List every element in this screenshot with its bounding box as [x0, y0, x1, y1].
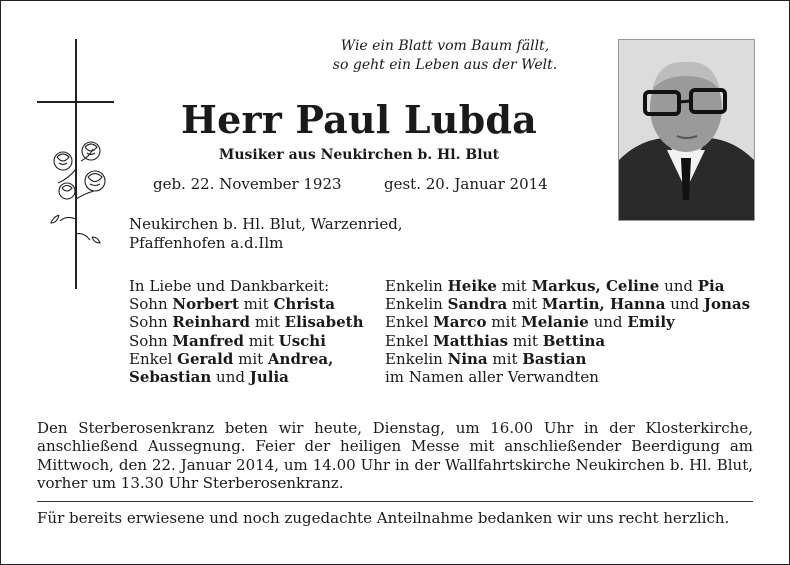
mourner-line [129, 350, 364, 368]
mourner-name: Jonas [703, 295, 751, 314]
mourner-text: Enkelin [385, 349, 448, 368]
places-line-2: Pfaffenhofen a.d.Ilm [129, 234, 284, 252]
mourner-name: Marco [433, 313, 487, 332]
mourner-text: im Namen aller Verwandten [385, 368, 599, 387]
deceased-subtitle: Musiker aus Neukirchen b. Hl. Blut [218, 147, 500, 163]
mourner-name: Christa [273, 295, 336, 314]
mourner-text: mit [233, 349, 268, 368]
divider [37, 501, 753, 502]
mourner-name: Julia [249, 368, 289, 387]
mourner-text: Enkelin [385, 295, 448, 314]
mourner-line [129, 313, 364, 331]
mourner-text: Sohn [129, 313, 173, 332]
mourner-line [129, 368, 364, 386]
mourner-name: Heike [447, 277, 497, 295]
places-of-residence [129, 215, 403, 253]
thanks-line: Für bereits erwiesene und noch zugedachte Anteilnahme bedanken wir uns recht herzlich. [37, 509, 730, 527]
mourner-name: Melanie [521, 313, 589, 332]
mourner-line [385, 277, 750, 295]
motto-line-2: so geht ein Leben aus der Welt. [332, 57, 558, 73]
mourner-line [385, 313, 750, 331]
mourner-name: Emily [627, 313, 675, 332]
mourner-text: Sohn [129, 331, 173, 350]
mourner-text: und [659, 277, 698, 295]
mourner-text: Enkelin [385, 277, 448, 295]
mourner-line [385, 332, 750, 350]
mourner-name: Gerald [177, 349, 234, 368]
mourner-name: Uschi [278, 331, 326, 350]
mourner-text: und [211, 368, 250, 387]
mourner-line [385, 295, 750, 313]
portrait-photo [618, 39, 755, 221]
mourner-name: Sandra [447, 295, 508, 314]
mourner-text: mit [508, 331, 543, 350]
mourner-line [129, 277, 364, 295]
mourner-text: und [665, 295, 704, 314]
motto [301, 37, 589, 75]
mourner-line [385, 368, 750, 386]
mourner-name: Pia [697, 277, 725, 295]
death-date: gest. 20. Januar 2014 [384, 175, 548, 193]
mourner-name: Reinhard [172, 313, 251, 332]
mourner-text: mit [507, 295, 542, 314]
mourner-text: mit [496, 277, 532, 295]
mourner-text: In Liebe und Dankbarkeit: [129, 277, 330, 295]
mourner-name: Norbert [172, 295, 239, 314]
mourner-text: und [588, 313, 628, 332]
mourner-line [385, 350, 750, 368]
motto-line-1: Wie ein Blatt vom Baum fällt, [340, 38, 550, 54]
mourner-text: mit [244, 331, 279, 350]
mourner-text: Enkel [129, 349, 178, 368]
mourner-name: Elisabeth [284, 313, 364, 332]
places-line-1: Neukirchen b. Hl. Blut, Warzenried, [129, 215, 403, 233]
cross-with-roses-icon [37, 39, 117, 289]
mourner-name: Matthias [433, 331, 509, 350]
mourner-line [129, 295, 364, 313]
mourner-text: mit [486, 313, 522, 332]
mourner-text: Enkel [385, 331, 434, 350]
mourner-name: Bastian [522, 349, 587, 368]
mourner-text: mit [487, 349, 523, 368]
birth-date: geb. 22. November 1923 [153, 175, 342, 193]
mourners-list-right [385, 277, 750, 386]
mourner-text: mit [250, 313, 285, 332]
mourner-text: mit [238, 295, 274, 314]
mourner-line [129, 332, 364, 350]
mourners-list-left [129, 277, 364, 386]
service-details: Den Sterberosenkranz beten wir heute, Dienstag, um 16.00 Uhr in der Klosterkirche, anschließend Aussegnung. Feier der heiligen Messe mit anschließender Beerdigung am Mittwoch, den 22. Januar 2014, um 14.00 Uhr in der Wallfahrtskirche Neukirchen b. Hl. Blut, vorher um 13.30 Uhr Sterberosenkranz. [37, 419, 753, 493]
mourner-text: Sohn [129, 295, 173, 314]
mourner-name: Andrea, [267, 349, 334, 368]
mourner-name: Manfred [172, 331, 245, 350]
mourner-name: Nina [447, 349, 488, 368]
deceased-name: Herr Paul Lubda [181, 97, 537, 142]
mourner-text: Enkel [385, 313, 434, 332]
mourner-name: Sebastian [129, 368, 212, 387]
mourner-name: Martin, Hanna [541, 295, 666, 314]
mourner-name: Markus, Celine [531, 277, 660, 295]
mourner-name: Bettina [542, 331, 606, 350]
